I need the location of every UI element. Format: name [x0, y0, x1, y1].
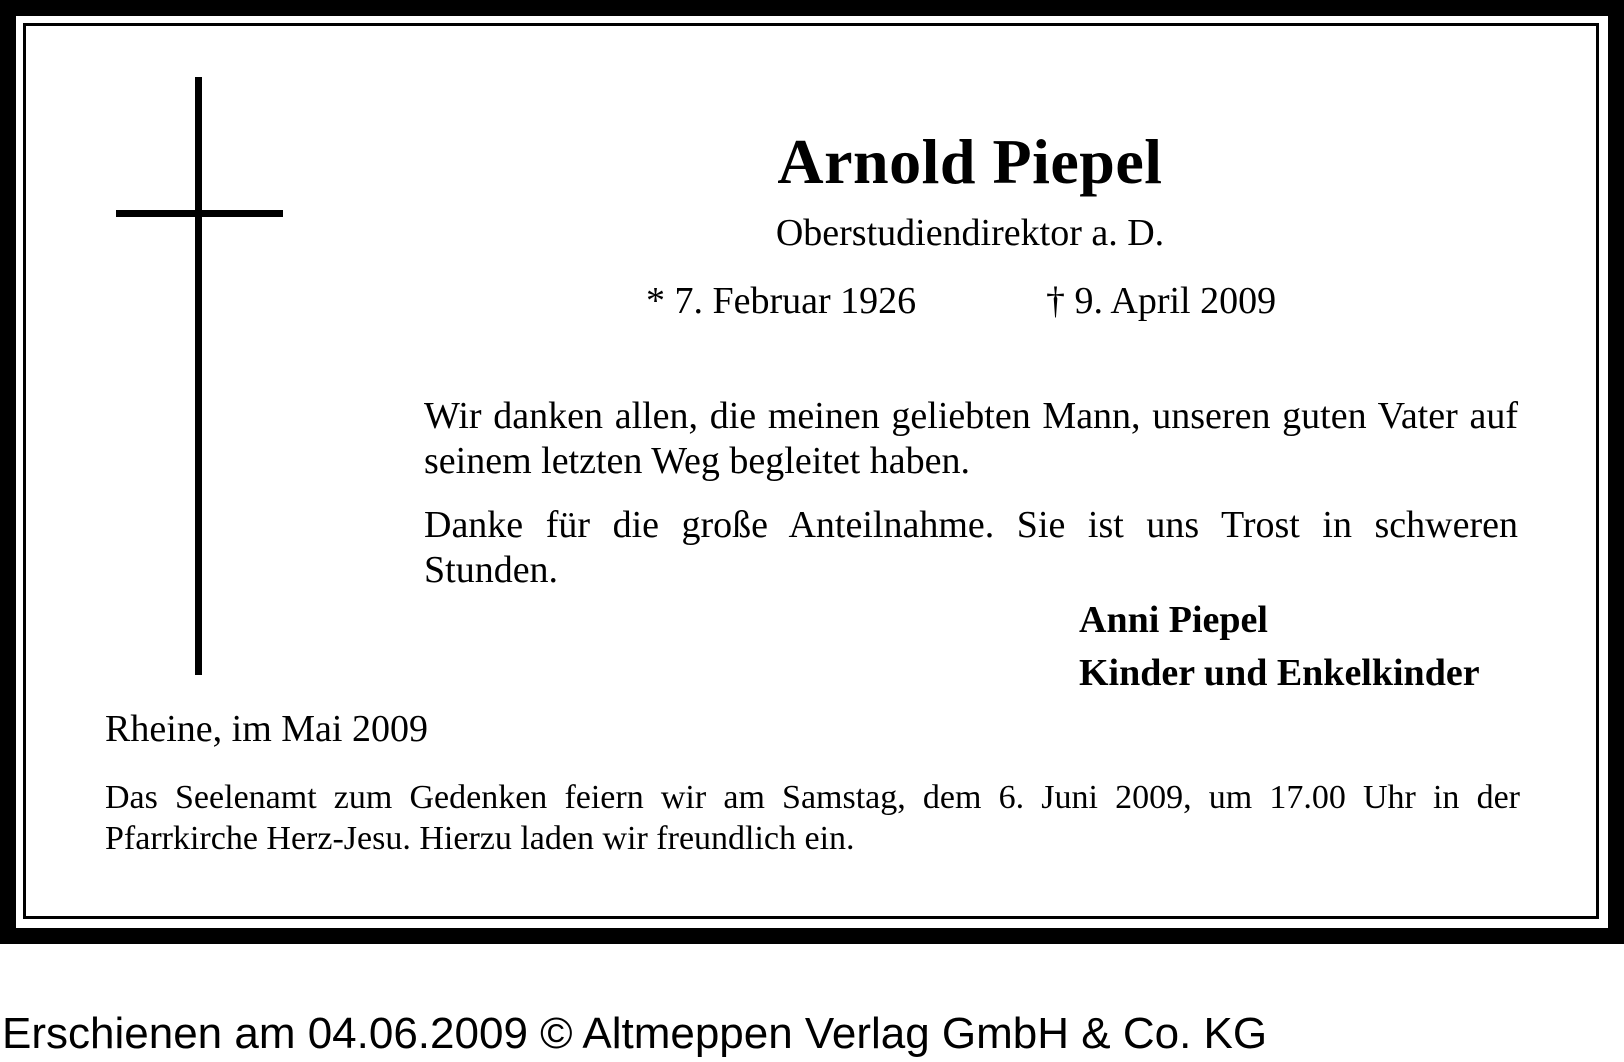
thanks-paragraph-2: Danke für die große Anteilnahme. Sie ist uns Trost in schweren Stunden.: [424, 504, 1518, 591]
cross-icon-vertical-bar: [195, 77, 202, 675]
memorial-service-note: Das Seelenamt zum Gedenken feiern wir am Samstag, dem 6. Juni 2009, um 17.00 Uhr in der Pfarrkirche Herz-Jesu. Hierzu laden wir freundlich ein.: [105, 779, 1520, 857]
cross-icon-horizontal-bar: [116, 210, 283, 217]
deceased-name: Arnold Piepel: [777, 126, 1163, 197]
signature-line-1: Anni Piepel: [1079, 599, 1268, 641]
signature-line-2: Kinder und Enkelkinder: [1079, 652, 1480, 694]
publication-credit: Erschienen am 04.06.2009 © Altmeppen Verlag GmbH & Co. KG: [2, 1009, 1268, 1058]
thanks-paragraph-1: Wir danken allen, die meinen geliebten Mann, unseren guten Vater auf seinem letzten Weg begleitet haben.: [424, 395, 1518, 482]
deceased-title: Oberstudiendirektor a. D.: [775, 212, 1165, 254]
place-and-date: Rheine, im Mai 2009: [105, 708, 428, 750]
birth-date: * 7. Februar 1926: [646, 280, 917, 322]
death-date: † 9. April 2009: [1046, 280, 1277, 322]
